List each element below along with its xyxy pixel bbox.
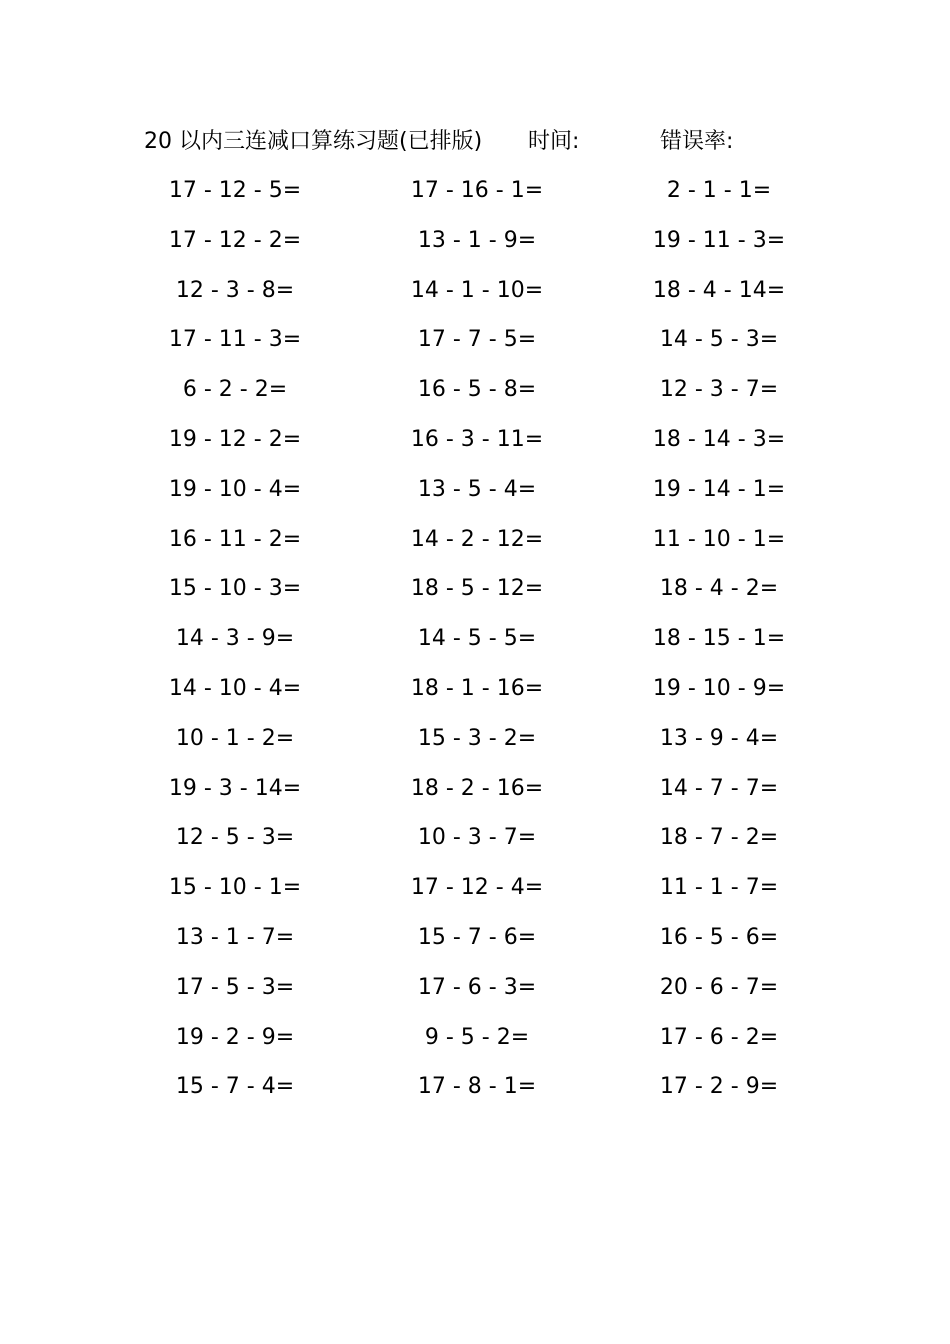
problem-item: 18 - 4 - 2= [659, 576, 779, 602]
problem-item: 13 - 1 - 9= [417, 227, 537, 253]
problem-item: 10 - 1 - 2= [175, 725, 295, 751]
problem-item: 19 - 10 - 9= [652, 675, 786, 701]
problem-column-2 [392, 172, 562, 1118]
problem-item: 15 - 7 - 4= [175, 1074, 295, 1100]
problem-item: 14 - 10 - 4= [168, 675, 302, 701]
problem-item: 17 - 11 - 3= [168, 327, 302, 353]
problem-item: 15 - 10 - 1= [168, 875, 302, 901]
problem-item: 12 - 3 - 7= [659, 377, 779, 403]
problem-item: 17 - 7 - 5= [417, 327, 537, 353]
problem-column-3 [634, 172, 804, 1118]
problem-item: 10 - 3 - 7= [417, 825, 537, 851]
problem-column-1 [150, 172, 320, 1118]
problem-item: 19 - 12 - 2= [168, 426, 302, 452]
problem-item: 15 - 7 - 6= [417, 924, 537, 950]
problem-item: 14 - 5 - 3= [659, 327, 779, 353]
problem-item: 16 - 5 - 8= [417, 377, 537, 403]
problem-item: 14 - 5 - 5= [417, 626, 537, 652]
problem-item: 18 - 5 - 12= [410, 576, 544, 602]
worksheet-title: 20 以内三连减口算练习题(已排版) [144, 129, 483, 154]
problem-item: 18 - 14 - 3= [652, 426, 786, 452]
error-rate-label: 错误率: [660, 129, 734, 154]
problem-item: 14 - 7 - 7= [659, 775, 779, 801]
problem-item: 14 - 3 - 9= [175, 626, 295, 652]
problem-item: 19 - 10 - 4= [168, 476, 302, 502]
problem-item: 17 - 8 - 1= [417, 1074, 537, 1100]
problem-item: 17 - 6 - 2= [659, 1024, 779, 1050]
problem-item: 19 - 14 - 1= [652, 476, 786, 502]
problem-item: 16 - 5 - 6= [659, 924, 779, 950]
problem-item: 18 - 4 - 14= [652, 277, 786, 303]
problem-item: 20 - 6 - 7= [659, 974, 779, 1000]
problem-item: 19 - 3 - 14= [168, 775, 302, 801]
problem-item: 16 - 3 - 11= [410, 426, 544, 452]
problem-item: 6 - 2 - 2= [182, 377, 288, 403]
problem-item: 15 - 10 - 3= [168, 576, 302, 602]
problem-item: 12 - 5 - 3= [175, 825, 295, 851]
problem-item: 17 - 12 - 2= [168, 227, 302, 253]
problem-item: 17 - 2 - 9= [659, 1074, 779, 1100]
problem-item: 13 - 1 - 7= [175, 924, 295, 950]
problem-item: 15 - 3 - 2= [417, 725, 537, 751]
problem-item: 18 - 7 - 2= [659, 825, 779, 851]
problem-item: 17 - 12 - 4= [410, 875, 544, 901]
problem-item: 19 - 11 - 3= [652, 227, 786, 253]
problem-item: 18 - 15 - 1= [652, 626, 786, 652]
worksheet-header [144, 126, 844, 158]
problem-item: 16 - 11 - 2= [168, 526, 302, 552]
problem-item: 14 - 2 - 12= [410, 526, 544, 552]
problem-item: 17 - 16 - 1= [410, 178, 544, 203]
problem-item: 13 - 9 - 4= [659, 725, 779, 751]
problem-item: 11 - 1 - 7= [659, 875, 779, 901]
problem-item: 11 - 10 - 1= [652, 526, 786, 552]
problem-item: 9 - 5 - 2= [424, 1024, 530, 1050]
problem-item: 17 - 12 - 5= [168, 178, 302, 203]
problem-item: 17 - 6 - 3= [417, 974, 537, 1000]
time-label: 时间: [528, 129, 580, 154]
problem-item: 19 - 2 - 9= [175, 1024, 295, 1050]
problem-item: 12 - 3 - 8= [175, 277, 295, 303]
problem-item: 18 - 2 - 16= [410, 775, 544, 801]
problem-item: 14 - 1 - 10= [410, 277, 544, 303]
problem-item: 2 - 1 - 1= [666, 178, 772, 203]
problem-item: 13 - 5 - 4= [417, 476, 537, 502]
problem-item: 18 - 1 - 16= [410, 675, 544, 701]
problem-item: 17 - 5 - 3= [175, 974, 295, 1000]
